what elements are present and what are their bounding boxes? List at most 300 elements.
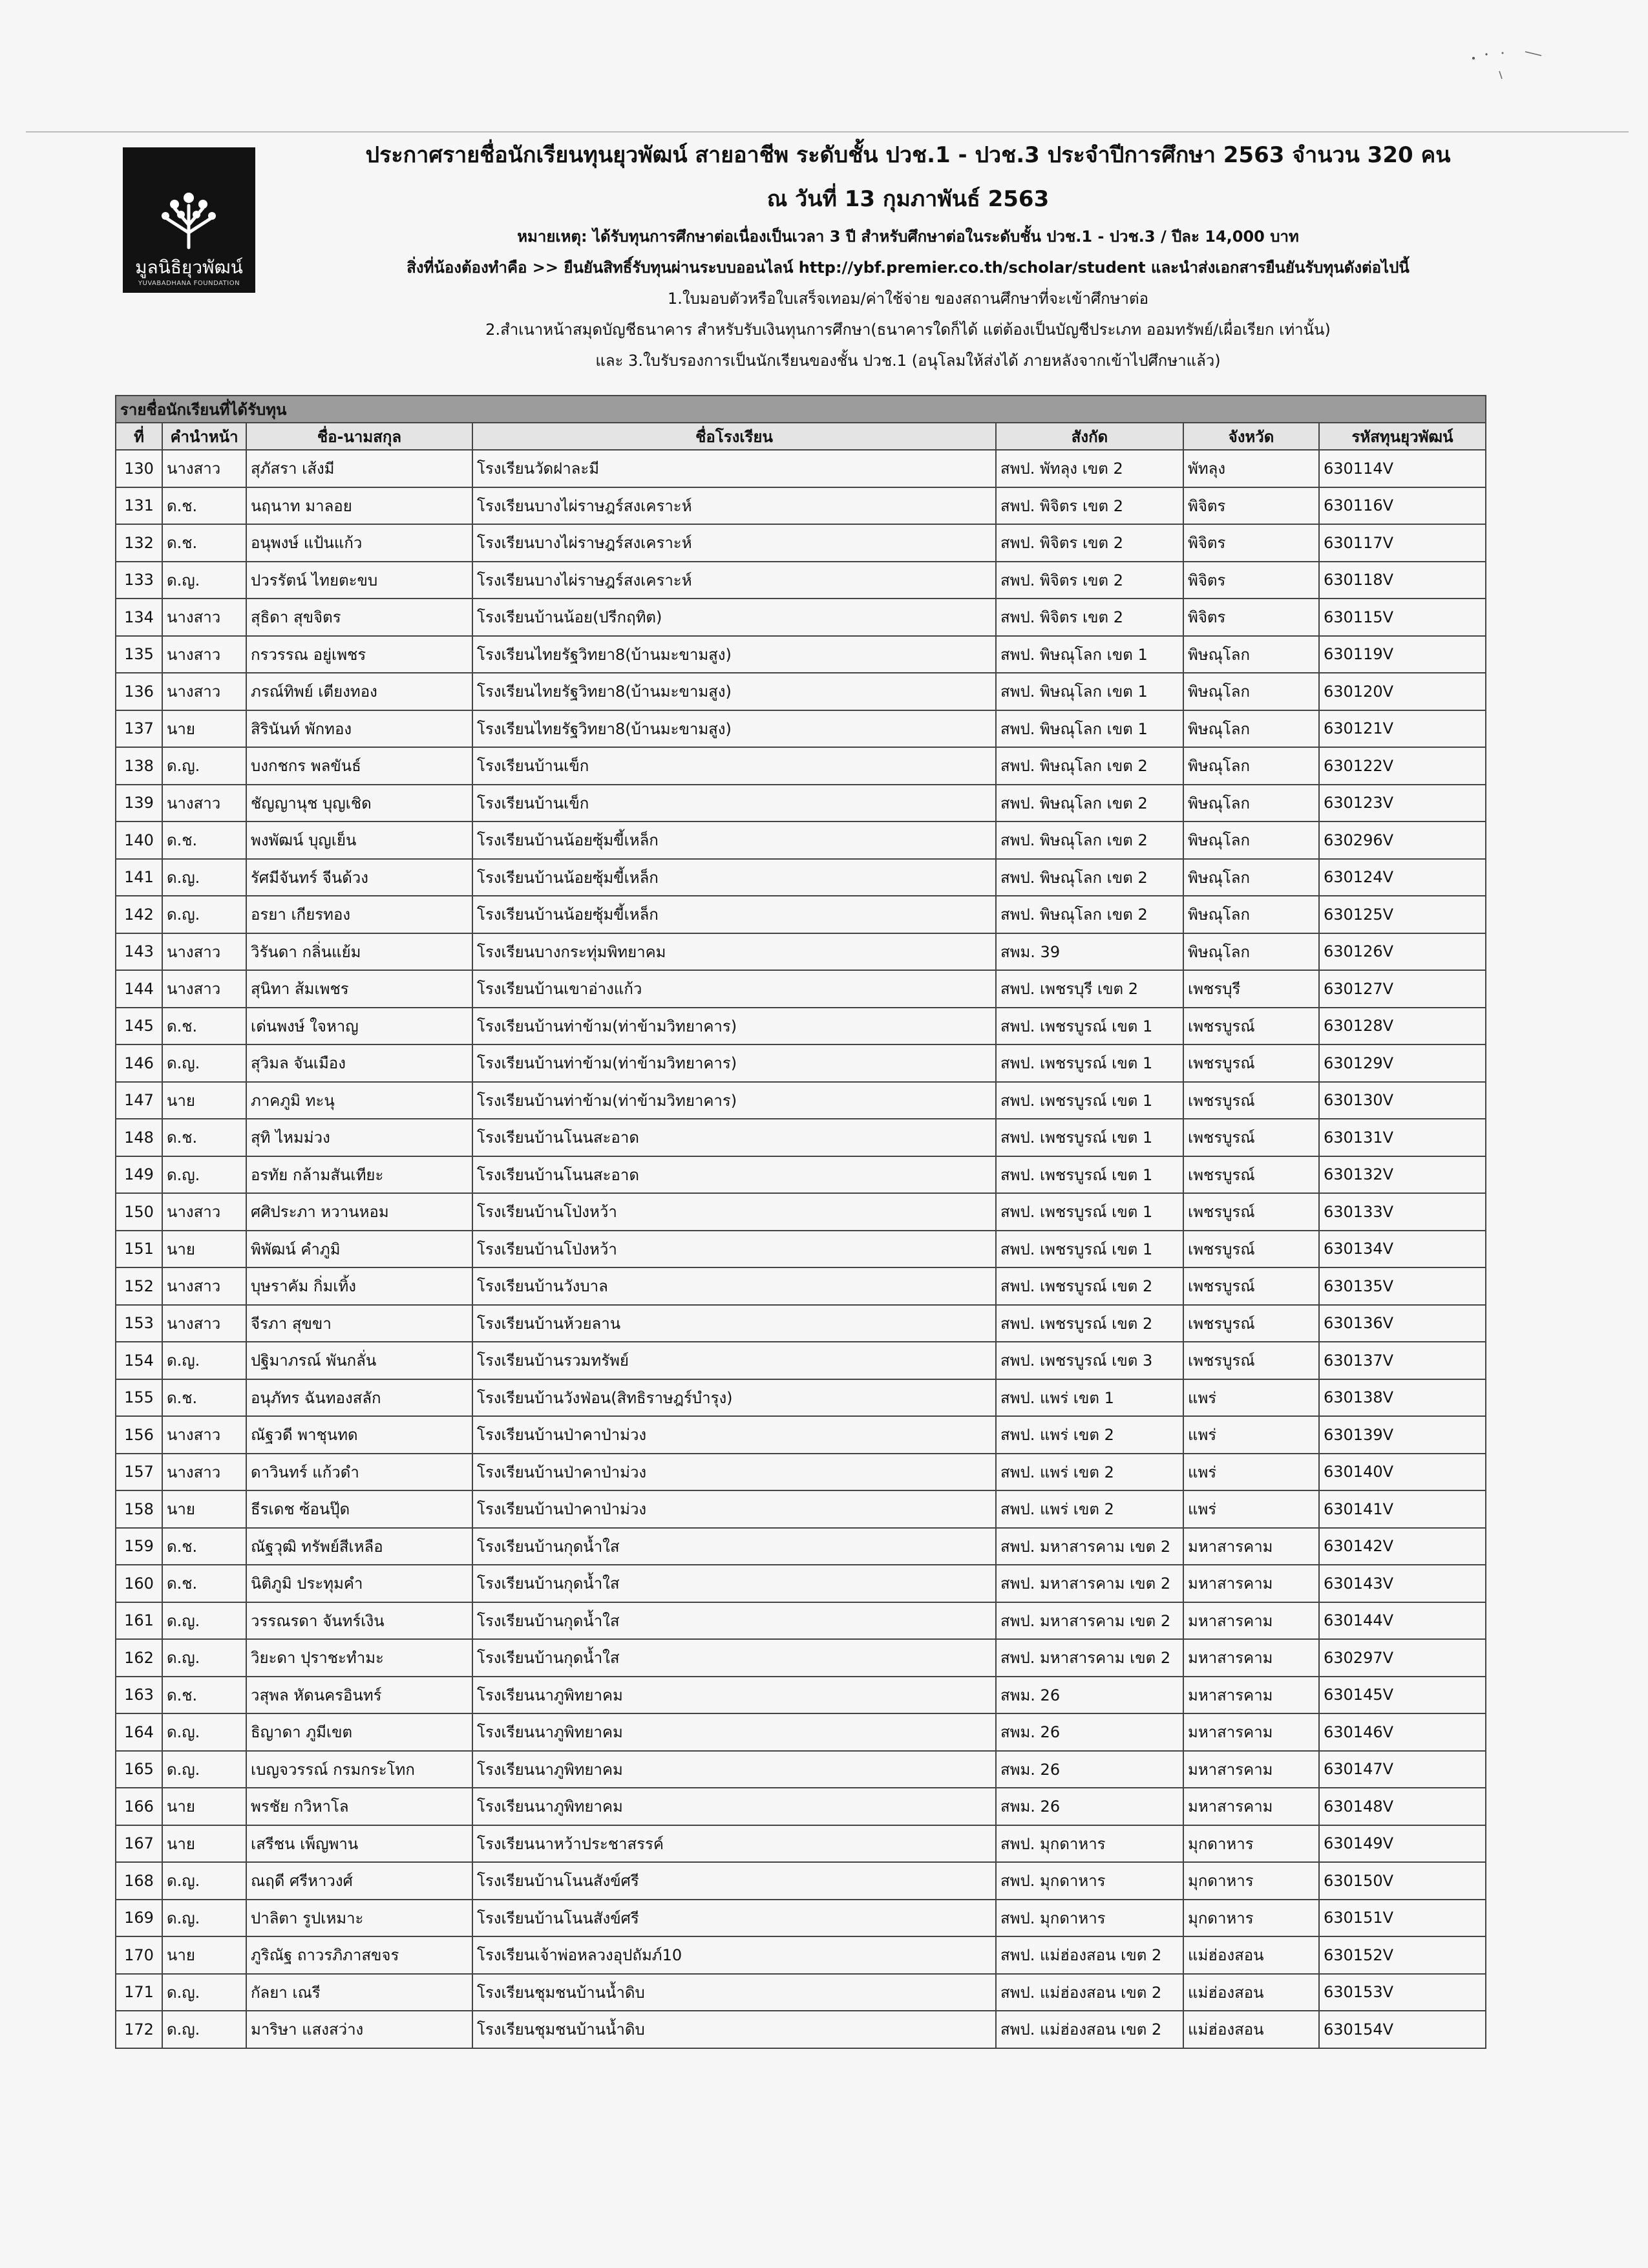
cell-no: 169 bbox=[116, 1900, 162, 1937]
cell-code: 630143V bbox=[1319, 1565, 1486, 1602]
cell-no: 146 bbox=[116, 1044, 162, 1082]
cell-province: มหาสารคาม bbox=[1183, 1713, 1319, 1751]
cell-name: ธิญาดา ภูมีเขต bbox=[246, 1713, 472, 1751]
cell-code: 630130V bbox=[1319, 1082, 1486, 1119]
cell-office: สพป. มหาสารคาม เขต 2 bbox=[996, 1528, 1183, 1565]
table-row bbox=[116, 1342, 1486, 1379]
cell-school: โรงเรียนบ้านท่าข้าม(ท่าข้ามวิทยาคาร) bbox=[472, 1008, 996, 1045]
table-row bbox=[116, 785, 1486, 822]
cell-no: 156 bbox=[116, 1416, 162, 1454]
cell-code: 630147V bbox=[1319, 1751, 1486, 1788]
cell-prefix: นาย bbox=[162, 710, 246, 748]
column-header-name: ชื่อ-นามสกุล bbox=[246, 423, 472, 450]
cell-office: สพป. มุกดาหาร bbox=[996, 1862, 1183, 1900]
cell-prefix: นางสาว bbox=[162, 673, 246, 710]
cell-no: 155 bbox=[116, 1379, 162, 1417]
cell-office: สพป. เพชรบูรณ์ เขต 1 bbox=[996, 1231, 1183, 1268]
cell-school: โรงเรียนบ้านน้อยซุ้มขี้เหล็ก bbox=[472, 821, 996, 859]
cell-office: สพป. พิจิตร เขต 2 bbox=[996, 562, 1183, 599]
cell-province: พิษณุโลก bbox=[1183, 710, 1319, 748]
cell-prefix: นางสาว bbox=[162, 1454, 246, 1491]
cell-school: โรงเรียนชุมชนบ้านน้ำดิบ bbox=[472, 1974, 996, 2011]
table-header-row bbox=[116, 423, 1486, 450]
cell-code: 630145V bbox=[1319, 1677, 1486, 1714]
table-row bbox=[116, 1936, 1486, 1974]
cell-code: 630154V bbox=[1319, 2011, 1486, 2048]
table-row bbox=[116, 1490, 1486, 1528]
cell-school: โรงเรียนบ้านโป่งหว้า bbox=[472, 1193, 996, 1231]
cell-name: ชัญญานุช บุญเชิด bbox=[246, 785, 472, 822]
column-header-school: ชื่อโรงเรียน bbox=[472, 423, 996, 450]
cell-school: โรงเรียนบ้านเข็ก bbox=[472, 747, 996, 785]
cell-prefix: ด.ญ. bbox=[162, 1044, 246, 1082]
cell-prefix: ด.ช. bbox=[162, 1677, 246, 1714]
cell-name: มาริษา แสงสว่าง bbox=[246, 2011, 472, 2048]
cell-code: 630296V bbox=[1319, 821, 1486, 859]
column-header-code: รหัสทุนยุวพัฒน์ bbox=[1319, 423, 1486, 450]
cell-office: สพป. มหาสารคาม เขต 2 bbox=[996, 1639, 1183, 1677]
table-row bbox=[116, 1528, 1486, 1565]
cell-no: 131 bbox=[116, 487, 162, 525]
cell-prefix: ด.ญ. bbox=[162, 896, 246, 933]
cell-no: 157 bbox=[116, 1454, 162, 1491]
table-row bbox=[116, 673, 1486, 710]
cell-prefix: ด.ญ. bbox=[162, 2011, 246, 2048]
table-row bbox=[116, 636, 1486, 673]
cell-name: อนุภัทร ฉันทองสลัก bbox=[246, 1379, 472, 1417]
cell-school: โรงเรียนบ้านท่าข้าม(ท่าข้ามวิทยาคาร) bbox=[472, 1044, 996, 1082]
cell-school: โรงเรียนบ้านรวมทรัพย์ bbox=[472, 1342, 996, 1379]
document-item-3: และ 3.ใบรับรองการเป็นนักเรียนของชั้น ปวช.1 (อนุโลมให้ส่งได้ ภายหลังจากเข้าไปศึกษาแล้ว) bbox=[595, 352, 1221, 370]
column-header-province: จังหวัด bbox=[1183, 423, 1319, 450]
cell-prefix: นาย bbox=[162, 1825, 246, 1863]
cell-name: ปาลิตา รูปเหมาะ bbox=[246, 1900, 472, 1937]
cell-province: พิษณุโลก bbox=[1183, 933, 1319, 971]
cell-code: 630129V bbox=[1319, 1044, 1486, 1082]
table-caption-row bbox=[116, 396, 1486, 423]
cell-no: 161 bbox=[116, 1602, 162, 1640]
cell-prefix: นางสาว bbox=[162, 636, 246, 673]
table-row bbox=[116, 1900, 1486, 1937]
table-row bbox=[116, 1008, 1486, 1045]
cell-province: มหาสารคาม bbox=[1183, 1788, 1319, 1825]
cell-prefix: นางสาว bbox=[162, 1305, 246, 1342]
cell-prefix: นาย bbox=[162, 1490, 246, 1528]
cell-no: 166 bbox=[116, 1788, 162, 1825]
table-row bbox=[116, 1862, 1486, 1900]
document-item-2: 2.สำเนาหน้าสมุดบัญชีธนาคาร สำหรับรับเงินทุนการศึกษา(ธนาคารใดก็ได้ แต่ต้องเป็นบัญชีประเภท ออมทรัพย์/เผื่อเรียก เท่านั้น) bbox=[485, 321, 1331, 339]
cell-province: มุกดาหาร bbox=[1183, 1900, 1319, 1937]
cell-office: สพป. เพชรบูรณ์ เขต 1 bbox=[996, 1044, 1183, 1082]
cell-prefix: ด.ญ. bbox=[162, 1342, 246, 1379]
cell-school: โรงเรียนบ้านกุดน้ำใส bbox=[472, 1602, 996, 1640]
cell-school: โรงเรียนบ้านกุดน้ำใส bbox=[472, 1528, 996, 1565]
cell-school: โรงเรียนบ้านวังฟ่อน(สิทธิราษฎร์บำรุง) bbox=[472, 1379, 996, 1417]
cell-province: พิจิตร bbox=[1183, 487, 1319, 525]
cell-prefix: ด.ญ. bbox=[162, 747, 246, 785]
cell-code: 630153V bbox=[1319, 1974, 1486, 2011]
cell-province: พิษณุโลก bbox=[1183, 673, 1319, 710]
cell-prefix: นาย bbox=[162, 1788, 246, 1825]
cell-office: สพป. เพชรบุรี เขต 2 bbox=[996, 970, 1183, 1008]
cell-school: โรงเรียนนาหว้าประชาสรรค์ bbox=[472, 1825, 996, 1863]
cell-school: โรงเรียนบางไผ่ราษฎร์สงเคราะห์ bbox=[472, 562, 996, 599]
cell-office: สพป. เพชรบูรณ์ เขต 1 bbox=[996, 1008, 1183, 1045]
table-row bbox=[116, 562, 1486, 599]
cell-school: โรงเรียนบางไผ่ราษฎร์สงเคราะห์ bbox=[472, 524, 996, 562]
cell-code: 630124V bbox=[1319, 859, 1486, 896]
cell-office: สพป. เพชรบูรณ์ เขต 1 bbox=[996, 1119, 1183, 1156]
page-title: ประกาศรายชื่อนักเรียนทุนยุวพัฒน์ สายอาชีพ ระดับชั้น ปวช.1 - ปวช.3 ประจำปีการศึกษา 2563 จำนวน 320 คน bbox=[365, 142, 1451, 168]
cell-province: เพชรบูรณ์ bbox=[1183, 1119, 1319, 1156]
cell-province: พิษณุโลก bbox=[1183, 821, 1319, 859]
cell-school: โรงเรียนบ้านวังบาล bbox=[472, 1267, 996, 1305]
cell-no: 140 bbox=[116, 821, 162, 859]
cell-name: กัลยา เณรี bbox=[246, 1974, 472, 2011]
column-header-no: ที่ bbox=[116, 423, 162, 450]
table-row bbox=[116, 1231, 1486, 1268]
cell-code: 630127V bbox=[1319, 970, 1486, 1008]
cell-no: 142 bbox=[116, 896, 162, 933]
cell-school: โรงเรียนบ้านโนนสะอาด bbox=[472, 1119, 996, 1156]
cell-no: 159 bbox=[116, 1528, 162, 1565]
table-row bbox=[116, 1416, 1486, 1454]
cell-school: โรงเรียนไทยรัฐวิทยา8(บ้านมะขามสูง) bbox=[472, 673, 996, 710]
cell-school: โรงเรียนบ้านโนนสะอาด bbox=[472, 1156, 996, 1194]
column-header-prefix: คำนำหน้า bbox=[162, 423, 246, 450]
table-row bbox=[116, 1044, 1486, 1082]
cell-school: โรงเรียนบ้านน้อย(ปรีกฤทิต) bbox=[472, 599, 996, 636]
cell-office: สพป. พิษณุโลก เขต 2 bbox=[996, 747, 1183, 785]
cell-no: 133 bbox=[116, 562, 162, 599]
cell-prefix: ด.ช. bbox=[162, 821, 246, 859]
cell-code: 630117V bbox=[1319, 524, 1486, 562]
cell-code: 630138V bbox=[1319, 1379, 1486, 1417]
cell-name: ณัฐวุฒิ ทรัพย์สีเหลือ bbox=[246, 1528, 472, 1565]
document-header bbox=[278, 139, 1538, 370]
cell-province: พิษณุโลก bbox=[1183, 636, 1319, 673]
cell-name: บุษราคัม กิ่มเทิ้ง bbox=[246, 1267, 472, 1305]
cell-name: นิติภูมิ ประทุมคำ bbox=[246, 1565, 472, 1602]
cell-office: สพป. พิษณุโลก เขต 2 bbox=[996, 896, 1183, 933]
cell-no: 148 bbox=[116, 1119, 162, 1156]
cell-province: พิจิตร bbox=[1183, 562, 1319, 599]
cell-office: สพป. มุกดาหาร bbox=[996, 1900, 1183, 1937]
cell-code: 630133V bbox=[1319, 1193, 1486, 1231]
cell-name: ธีรเดช ซ้อนปุ๊ด bbox=[246, 1490, 472, 1528]
cell-name: วสุพล หัดนครอินทร์ bbox=[246, 1677, 472, 1714]
cell-school: โรงเรียนนาภูพิทยาคม bbox=[472, 1788, 996, 1825]
cell-no: 151 bbox=[116, 1231, 162, 1268]
cell-prefix: นางสาว bbox=[162, 1193, 246, 1231]
table-body bbox=[116, 450, 1486, 2048]
cell-code: 630297V bbox=[1319, 1639, 1486, 1677]
cell-school: โรงเรียนนาภูพิทยาคม bbox=[472, 1677, 996, 1714]
cell-code: 630142V bbox=[1319, 1528, 1486, 1565]
cell-no: 132 bbox=[116, 524, 162, 562]
cell-prefix: ด.ญ. bbox=[162, 562, 246, 599]
cell-office: สพป. แม่ฮ่องสอน เขต 2 bbox=[996, 2011, 1183, 2048]
cell-no: 149 bbox=[116, 1156, 162, 1194]
cell-school: โรงเรียนบางกระทุ่มพิทยาคม bbox=[472, 933, 996, 971]
cell-name: สุวิมล จันเมือง bbox=[246, 1044, 472, 1082]
cell-province: เพชรบูรณ์ bbox=[1183, 1231, 1319, 1268]
cell-no: 160 bbox=[116, 1565, 162, 1602]
cell-code: 630148V bbox=[1319, 1788, 1486, 1825]
cell-name: วรรณรดา จันทร์เงิน bbox=[246, 1602, 472, 1640]
cell-code: 630125V bbox=[1319, 896, 1486, 933]
cell-name: บงกชกร พลขันธ์ bbox=[246, 747, 472, 785]
cell-school: โรงเรียนบางไผ่ราษฎร์สงเคราะห์ bbox=[472, 487, 996, 525]
table-row bbox=[116, 1751, 1486, 1788]
cell-code: 630119V bbox=[1319, 636, 1486, 673]
cell-prefix: ด.ญ. bbox=[162, 1156, 246, 1194]
cell-prefix: นาย bbox=[162, 1936, 246, 1974]
cell-school: โรงเรียนไทยรัฐวิทยา8(บ้านมะขามสูง) bbox=[472, 710, 996, 748]
table-row bbox=[116, 1119, 1486, 1156]
cell-province: เพชรบูรณ์ bbox=[1183, 1193, 1319, 1231]
cell-code: 630120V bbox=[1319, 673, 1486, 710]
table-row bbox=[116, 821, 1486, 859]
cell-no: 170 bbox=[116, 1936, 162, 1974]
cell-province: มุกดาหาร bbox=[1183, 1862, 1319, 1900]
table-row bbox=[116, 1602, 1486, 1640]
cell-name: รัศมีจันทร์ จีนด้วง bbox=[246, 859, 472, 896]
cell-code: 630114V bbox=[1319, 450, 1486, 487]
cell-no: 134 bbox=[116, 599, 162, 636]
cell-name: ดาวินทร์ แก้วดำ bbox=[246, 1454, 472, 1491]
cell-no: 158 bbox=[116, 1490, 162, 1528]
cell-name: ณัฐวดี พาชุนทด bbox=[246, 1416, 472, 1454]
cell-province: แม่ฮ่องสอน bbox=[1183, 2011, 1319, 2048]
cell-office: สพม. 26 bbox=[996, 1788, 1183, 1825]
cell-province: แพร่ bbox=[1183, 1490, 1319, 1528]
cell-no: 165 bbox=[116, 1751, 162, 1788]
note-text: หมายเหตุ: ได้รับทุนการศึกษาต่อเนื่องเป็นเวลา 3 ปี สำหรับศึกษาต่อในระดับชั้น ปวช.1 - ปวช.3 / ปีละ 14,000 บาท bbox=[517, 228, 1299, 246]
cell-code: 630118V bbox=[1319, 562, 1486, 599]
cell-name: จีรภา สุขขา bbox=[246, 1305, 472, 1342]
cell-prefix: ด.ช. bbox=[162, 1528, 246, 1565]
cell-no: 168 bbox=[116, 1862, 162, 1900]
cell-office: สพป. เพชรบูรณ์ เขต 3 bbox=[996, 1342, 1183, 1379]
cell-code: 630122V bbox=[1319, 747, 1486, 785]
cell-prefix: ด.ช. bbox=[162, 487, 246, 525]
cell-no: 171 bbox=[116, 1974, 162, 2011]
table-row bbox=[116, 1974, 1486, 2011]
cell-office: สพป. พิษณุโลก เขต 2 bbox=[996, 859, 1183, 896]
cell-province: มหาสารคาม bbox=[1183, 1751, 1319, 1788]
cell-office: สพป. พิจิตร เขต 2 bbox=[996, 599, 1183, 636]
cell-office: สพป. มุกดาหาร bbox=[996, 1825, 1183, 1863]
cell-prefix: นางสาว bbox=[162, 450, 246, 487]
cell-office: สพป. พิจิตร เขต 2 bbox=[996, 487, 1183, 525]
cell-name: วิรันดา กลิ่นแย้ม bbox=[246, 933, 472, 971]
table-row bbox=[116, 1788, 1486, 1825]
cell-code: 630123V bbox=[1319, 785, 1486, 822]
table-row bbox=[116, 450, 1486, 487]
table-row bbox=[116, 599, 1486, 636]
cell-province: มหาสารคาม bbox=[1183, 1528, 1319, 1565]
cell-code: 630146V bbox=[1319, 1713, 1486, 1751]
cell-province: เพชรบูรณ์ bbox=[1183, 1305, 1319, 1342]
cell-name: สุภัสรา เส้งมี bbox=[246, 450, 472, 487]
cell-office: สพป. มหาสารคาม เขต 2 bbox=[996, 1565, 1183, 1602]
cell-province: มหาสารคาม bbox=[1183, 1602, 1319, 1640]
cell-name: พิพัฒน์ คำภูมิ bbox=[246, 1231, 472, 1268]
cell-school: โรงเรียนบ้านโป่งหว้า bbox=[472, 1231, 996, 1268]
cell-no: 139 bbox=[116, 785, 162, 822]
cell-province: แพร่ bbox=[1183, 1454, 1319, 1491]
cell-office: สพป. พิษณุโลก เขต 1 bbox=[996, 673, 1183, 710]
cell-prefix: ด.ญ. bbox=[162, 1900, 246, 1937]
cell-name: ณฤดี ศรีหาวงศ์ bbox=[246, 1862, 472, 1900]
instruction-text: สิ่งที่น้องต้องทำคือ >> ยืนยันสิทธิ์รับทุนผ่านระบบออนไลน์ http://ybf.premier.co.th/scholar/student และนำส่งเอกสารยืนยันรับทุนดังต่อไปนี้ bbox=[407, 259, 1410, 277]
cell-code: 630135V bbox=[1319, 1267, 1486, 1305]
cell-office: สพป. พัทลุง เขต 2 bbox=[996, 450, 1183, 487]
announcement-date: ณ วันที่ 13 กุมภาพันธ์ 2563 bbox=[766, 186, 1050, 212]
cell-code: 630126V bbox=[1319, 933, 1486, 971]
cell-office: สพป. พิษณุโลก เขต 1 bbox=[996, 710, 1183, 748]
cell-code: 630149V bbox=[1319, 1825, 1486, 1863]
cell-office: สพป. แพร่ เขต 1 bbox=[996, 1379, 1183, 1417]
cell-school: โรงเรียนบ้านโนนสังข์ศรี bbox=[472, 1862, 996, 1900]
cell-province: มหาสารคาม bbox=[1183, 1677, 1319, 1714]
cell-code: 630139V bbox=[1319, 1416, 1486, 1454]
cell-name: สิรินันท์ พักทอง bbox=[246, 710, 472, 748]
cell-province: มุกดาหาร bbox=[1183, 1825, 1319, 1863]
table-row bbox=[116, 970, 1486, 1008]
cell-prefix: ด.ญ. bbox=[162, 1751, 246, 1788]
cell-no: 144 bbox=[116, 970, 162, 1008]
cell-prefix: ด.ช. bbox=[162, 1008, 246, 1045]
logo-name: มูลนิธิยุวพัฒน์ bbox=[135, 257, 243, 278]
cell-office: สพป. เพชรบูรณ์ เขต 1 bbox=[996, 1156, 1183, 1194]
cell-office: สพม. 39 bbox=[996, 933, 1183, 971]
cell-province: มหาสารคาม bbox=[1183, 1565, 1319, 1602]
cell-school: โรงเรียนบ้านห้วยลาน bbox=[472, 1305, 996, 1342]
cell-prefix: ด.ญ. bbox=[162, 1862, 246, 1900]
table-row bbox=[116, 487, 1486, 525]
cell-province: เพชรบูรณ์ bbox=[1183, 1044, 1319, 1082]
cell-code: 630144V bbox=[1319, 1602, 1486, 1640]
cell-code: 630140V bbox=[1319, 1454, 1486, 1491]
cell-code: 630137V bbox=[1319, 1342, 1486, 1379]
cell-province: พิษณุโลก bbox=[1183, 859, 1319, 896]
cell-name: อรยา เกียรทอง bbox=[246, 896, 472, 933]
cell-school: โรงเรียนบ้านท่าข้าม(ท่าข้ามวิทยาคาร) bbox=[472, 1082, 996, 1119]
cell-office: สพม. 26 bbox=[996, 1751, 1183, 1788]
cell-no: 167 bbox=[116, 1825, 162, 1863]
cell-office: สพป. พิษณุโลก เขต 2 bbox=[996, 821, 1183, 859]
table-row bbox=[116, 524, 1486, 562]
scan-border-line bbox=[26, 131, 1629, 132]
cell-code: 630132V bbox=[1319, 1156, 1486, 1194]
cell-name: พงพัฒน์ บุญเย็น bbox=[246, 821, 472, 859]
cell-name: อนุพงษ์ แป้นแก้ว bbox=[246, 524, 472, 562]
cell-no: 138 bbox=[116, 747, 162, 785]
cell-prefix: ด.ญ. bbox=[162, 859, 246, 896]
cell-name: ภูริณัฐ ถาวรภิภาสขจร bbox=[246, 1936, 472, 1974]
cell-school: โรงเรียนบ้านน้อยซุ้มขี้เหล็ก bbox=[472, 896, 996, 933]
cell-office: สพป. เพชรบูรณ์ เขต 2 bbox=[996, 1305, 1183, 1342]
cell-no: 136 bbox=[116, 673, 162, 710]
cell-school: โรงเรียนนาภูพิทยาคม bbox=[472, 1751, 996, 1788]
cell-code: 630116V bbox=[1319, 487, 1486, 525]
foundation-logo bbox=[123, 147, 255, 293]
cell-code: 630115V bbox=[1319, 599, 1486, 636]
cell-name: อรทัย กล้ามสันเทียะ bbox=[246, 1156, 472, 1194]
cell-prefix: ด.ช. bbox=[162, 1565, 246, 1602]
cell-province: แม่ฮ่องสอน bbox=[1183, 1936, 1319, 1974]
cell-office: สพม. 26 bbox=[996, 1713, 1183, 1751]
cell-prefix: นาย bbox=[162, 1231, 246, 1268]
cell-office: สพป. แม่ฮ่องสอน เขต 2 bbox=[996, 1974, 1183, 2011]
cell-school: โรงเรียนบ้านเข็ก bbox=[472, 785, 996, 822]
cell-no: 163 bbox=[116, 1677, 162, 1714]
cell-code: 630141V bbox=[1319, 1490, 1486, 1528]
table-row bbox=[116, 1267, 1486, 1305]
cell-office: สพป. แพร่ เขต 2 bbox=[996, 1416, 1183, 1454]
cell-code: 630128V bbox=[1319, 1008, 1486, 1045]
table-row bbox=[116, 1825, 1486, 1863]
cell-office: สพป. แม่ฮ่องสอน เขต 2 bbox=[996, 1936, 1183, 1974]
cell-province: เพชรบูรณ์ bbox=[1183, 1082, 1319, 1119]
cell-name: ภาคภูมิ ทะนุ bbox=[246, 1082, 472, 1119]
cell-code: 630121V bbox=[1319, 710, 1486, 748]
cell-province: แพร่ bbox=[1183, 1379, 1319, 1417]
cell-name: นฤนาท มาลอย bbox=[246, 487, 472, 525]
tree-logo-icon bbox=[155, 186, 223, 251]
cell-office: สพป. แพร่ เขต 2 bbox=[996, 1490, 1183, 1528]
cell-prefix: ด.ญ. bbox=[162, 1639, 246, 1677]
cell-name: เสรีชน เพ็ญพาน bbox=[246, 1825, 472, 1863]
table-row bbox=[116, 1454, 1486, 1491]
cell-office: สพป. พิษณุโลก เขต 2 bbox=[996, 785, 1183, 822]
cell-name: สุทิ ไหมม่วง bbox=[246, 1119, 472, 1156]
cell-no: 141 bbox=[116, 859, 162, 896]
cell-prefix: นางสาว bbox=[162, 1416, 246, 1454]
cell-no: 135 bbox=[116, 636, 162, 673]
table-row bbox=[116, 859, 1486, 896]
cell-province: พัทลุง bbox=[1183, 450, 1319, 487]
cell-no: 162 bbox=[116, 1639, 162, 1677]
cell-province: เพชรบูรณ์ bbox=[1183, 1008, 1319, 1045]
logo-subtitle: YUVABADHANA FOUNDATION bbox=[138, 280, 240, 287]
cell-code: 630150V bbox=[1319, 1862, 1486, 1900]
cell-no: 172 bbox=[116, 2011, 162, 2048]
cell-office: สพป. พิจิตร เขต 2 bbox=[996, 524, 1183, 562]
cell-province: พิษณุโลก bbox=[1183, 785, 1319, 822]
cell-province: แพร่ bbox=[1183, 1416, 1319, 1454]
table-row bbox=[116, 1156, 1486, 1194]
cell-office: สพม. 26 bbox=[996, 1677, 1183, 1714]
cell-code: 630136V bbox=[1319, 1305, 1486, 1342]
cell-school: โรงเรียนวัดฝาละมี bbox=[472, 450, 996, 487]
cell-prefix: นางสาว bbox=[162, 785, 246, 822]
cell-school: โรงเรียนชุมชนบ้านน้ำดิบ bbox=[472, 2011, 996, 2048]
cell-province: พิจิตร bbox=[1183, 599, 1319, 636]
cell-no: 137 bbox=[116, 710, 162, 748]
cell-office: สพป. เพชรบูรณ์ เขต 1 bbox=[996, 1082, 1183, 1119]
cell-name: สุธิดา สุขจิตร bbox=[246, 599, 472, 636]
cell-school: โรงเรียนนาภูพิทยาคม bbox=[472, 1713, 996, 1751]
cell-prefix: นาย bbox=[162, 1082, 246, 1119]
cell-name: วิยะดา ปุราชะทำมะ bbox=[246, 1639, 472, 1677]
cell-code: 630152V bbox=[1319, 1936, 1486, 1974]
cell-name: ภรณ์ทิพย์ เตียงทอง bbox=[246, 673, 472, 710]
cell-office: สพป. พิษณุโลก เขต 1 bbox=[996, 636, 1183, 673]
cell-prefix: ด.ญ. bbox=[162, 1602, 246, 1640]
